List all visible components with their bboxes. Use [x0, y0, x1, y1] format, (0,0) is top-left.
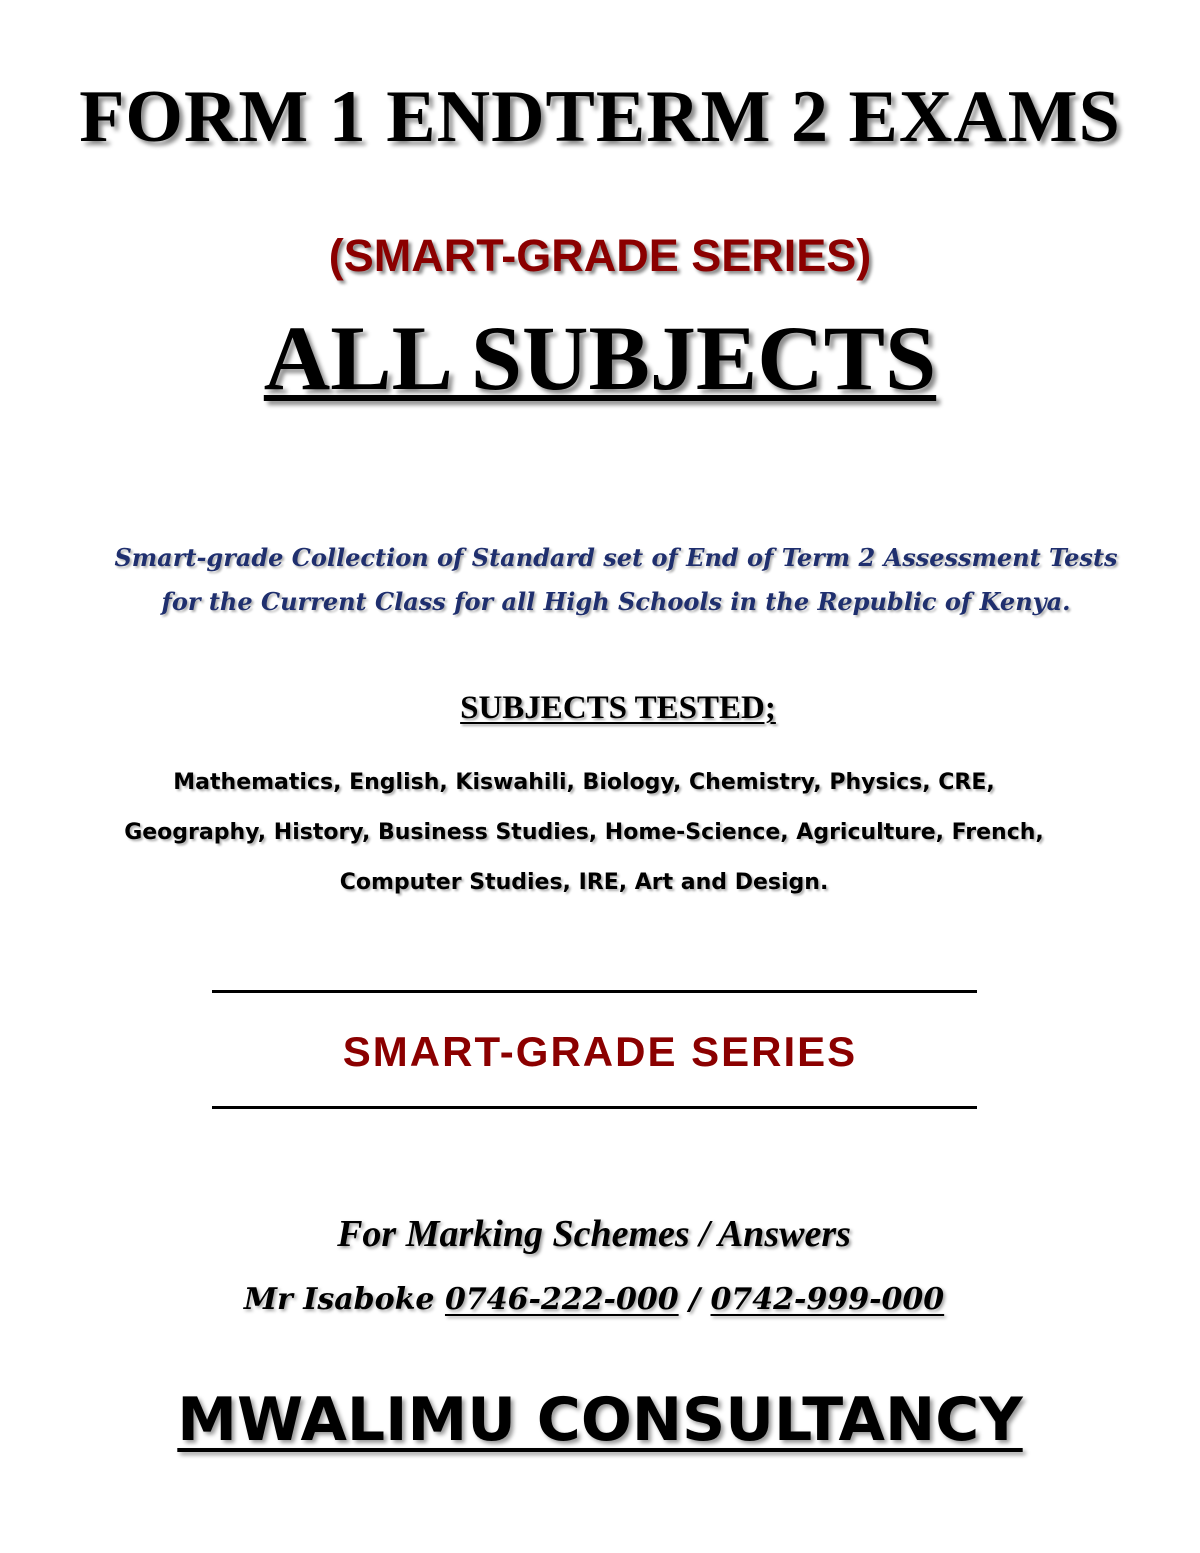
divider-bottom — [212, 1106, 977, 1109]
subjects-tested-heading: SUBJECTS TESTED; — [460, 690, 776, 726]
subjects-list — [0, 758, 1184, 908]
phone-number-2[interactable]: 0742-999-000 — [710, 1282, 945, 1317]
page-title: FORM 1 ENDTERM 2 EXAMS — [79, 76, 1121, 158]
contact-line — [0, 1276, 1194, 1324]
divider-top — [212, 990, 977, 993]
phone-separator: / — [689, 1282, 701, 1317]
series-banner: SMART-GRADE SERIES — [342, 1028, 858, 1075]
consultancy-brand: MWALIMU CONSULTANCY — [177, 1385, 1023, 1455]
all-subjects-heading: ALL SUBJECTS — [263, 307, 937, 409]
subjects-line-3: Computer Studies, IRE, Art and Design. — [339, 870, 829, 895]
marking-schemes-label: For Marking Schemes / Answers — [337, 1213, 851, 1255]
description-line-2: for the Current Class for all High Schools in the Republic of Kenya. — [161, 587, 1071, 616]
contact-name: Mr Isaboke — [243, 1282, 435, 1317]
subjects-line-2: Geography, History, Business Studies, Home-Science, Agriculture, French, — [124, 820, 1044, 845]
description-line-1: Smart-grade Collection of Standard set of End of Term 2 Assessment Tests — [114, 543, 1118, 572]
collection-description — [40, 536, 1192, 624]
phone-number-1[interactable]: 0746-222-000 — [444, 1282, 679, 1317]
series-subtitle: (SMART-GRADE SERIES) — [328, 230, 872, 281]
subjects-line-1: Mathematics, English, Kiswahili, Biology, Chemistry, Physics, CRE, — [173, 770, 995, 795]
